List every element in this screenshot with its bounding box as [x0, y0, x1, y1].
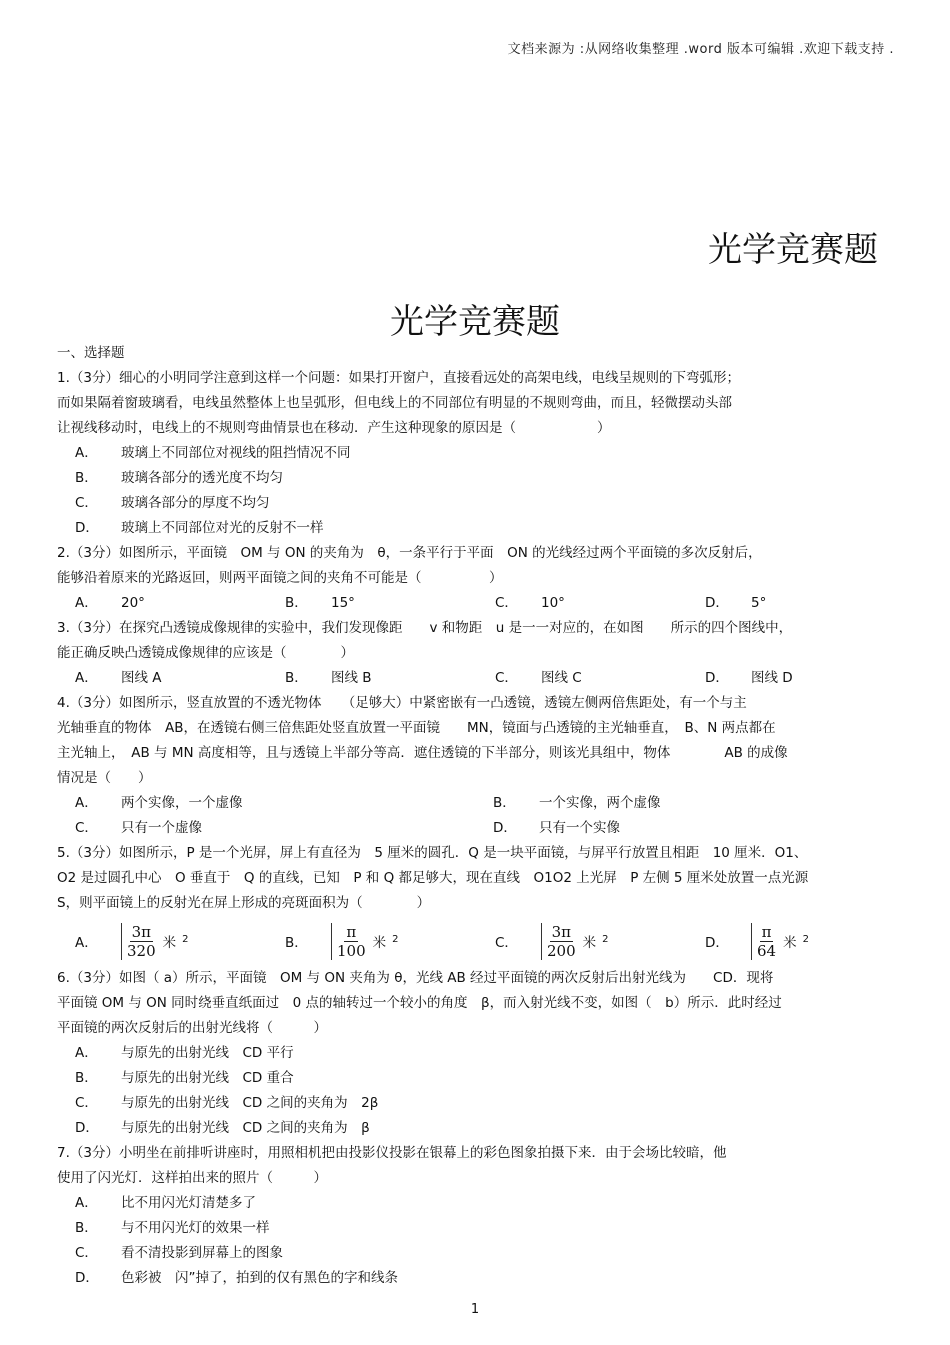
option-text: 看不清投影到屏幕上的图象	[121, 1245, 283, 1261]
option-a	[57, 441, 897, 466]
unit-text: 米	[372, 935, 387, 951]
option-c	[477, 666, 687, 691]
exponent: 2	[392, 933, 399, 945]
option-text: 玻璃上不同部位对光的反射不一样	[121, 520, 324, 536]
option-b	[57, 1216, 897, 1241]
denominator: 320	[127, 941, 156, 960]
unit-text: 米	[783, 935, 797, 951]
option-b	[267, 591, 477, 616]
option-letter: B．	[75, 470, 98, 486]
option-text: 与原先的出射光线 CD 平行	[121, 1045, 294, 1061]
option-letter: D．	[75, 1120, 99, 1136]
exponent: 2	[182, 933, 189, 945]
question-line: 2.（3分）如图所示，平面镜 OM 与 ON 的夹角为 θ，一条平行于平面 ON 的光线经过两个平面镜的多次反射后，	[57, 545, 762, 561]
option-c	[57, 491, 897, 516]
option-letter: C．	[495, 595, 518, 611]
option-text: 两个实像，一个虚像	[121, 795, 243, 811]
option-letter: A．	[75, 670, 98, 686]
option-c	[57, 1241, 897, 1266]
question-2	[57, 541, 897, 616]
option-text: 与原先的出射光线 CD 之间的夹角为 β	[121, 1120, 370, 1136]
option-letter: D．	[75, 520, 99, 536]
option-c	[57, 816, 475, 841]
option-letter: C．	[75, 1095, 98, 1111]
denominator: 100	[337, 941, 366, 960]
option-a	[57, 1191, 897, 1216]
option-letter: D．	[705, 595, 729, 611]
question-line: 7.（3分）小明坐在前排听讲座时，用照相机把由投影仪投影在银幕上的彩色图象拍摄下来．由于会场比较暗，他	[57, 1145, 727, 1161]
question-line: 而如果隔着窗玻璃看，电线虽然整体上也呈弧形，但电线上的不同部位有明显的不规则弯曲，而且，轻微摆动头部	[57, 395, 732, 411]
numerator: 3π	[131, 922, 152, 941]
option-d	[687, 591, 897, 616]
question-line: 4.（3分）如图所示，竖直放置的不透光物体 （足够大）中紧密嵌有一凸透镜，透镜左侧两倍焦距处，有一个与主	[57, 695, 747, 711]
options-row	[57, 591, 897, 616]
unit-text: 米	[162, 935, 177, 951]
option-letter: B．	[285, 670, 308, 686]
option-letter: D．	[493, 820, 517, 836]
option-letter: C．	[75, 495, 98, 511]
option-letter: A．	[75, 595, 98, 611]
question-line: 让视线移动时，电线上的不规则弯曲情景也在移动．产生这种现象的原因是（ ）	[57, 420, 611, 436]
options-row	[57, 916, 897, 966]
option-d	[57, 1266, 897, 1291]
option-letter: C．	[495, 670, 518, 686]
option-text: 15°	[331, 595, 355, 611]
option-letter: A．	[75, 935, 98, 951]
exponent: 2	[802, 933, 809, 945]
question-line: 5.（3分）如图所示，P 是一个光屏，屏上有直径为 5 厘米的圆孔．Q 是一块平面镜，与屏平行放置且相距 10 厘米．O1、	[57, 845, 808, 861]
options-row	[57, 791, 897, 816]
option-c	[477, 923, 687, 960]
page-title: 光学竞赛题	[390, 302, 560, 342]
question-7	[57, 1141, 897, 1291]
option-text: 与原先的出射光线 CD 重合	[121, 1070, 294, 1086]
option-a	[57, 923, 267, 960]
question-line: 光轴垂直的物体 AB，在透镜右侧三倍焦距处竖直放置一平面镜 MN，镜面与凸透镜的主光轴垂直， B、N 两点都在	[57, 720, 776, 736]
option-letter: B．	[493, 795, 516, 811]
option-letter: D．	[705, 935, 729, 951]
option-text: 玻璃上不同部位对视线的阻挡情况不同	[121, 445, 351, 461]
option-text: 图线 C	[541, 670, 582, 686]
option-text: 玻璃各部分的透光度不均匀	[121, 470, 283, 486]
fraction	[121, 923, 161, 960]
unit	[583, 931, 609, 951]
option-b	[57, 1066, 897, 1091]
option-text: 与原先的出射光线 CD 之间的夹角为 2β	[121, 1095, 379, 1111]
option-b	[267, 923, 477, 960]
option-c	[477, 591, 687, 616]
option-d	[57, 1116, 897, 1141]
question-line: 6.（3分）如图（ a）所示，平面镜 OM 与 ON 夹角为 θ，光线 AB 经过平面镜的两次反射后出射光线为 CD．现将	[57, 970, 774, 986]
page-number: 1	[470, 1302, 480, 1317]
question-line: 主光轴上， AB 与 MN 高度相等，且与透镜上半部分等高．遮住透镜的下半部分，则该光具组中，物体 AB 的成像	[57, 745, 788, 761]
option-a	[57, 591, 267, 616]
option-letter: C．	[75, 820, 98, 836]
option-b	[267, 666, 477, 691]
numerator: π	[761, 922, 772, 941]
option-letter: C．	[495, 935, 518, 951]
option-b	[57, 466, 897, 491]
unit	[163, 931, 189, 951]
option-text: 玻璃各部分的厚度不均匀	[121, 495, 270, 511]
option-text: 只有一个实像	[539, 820, 620, 836]
question-list	[57, 341, 897, 1291]
question-line: 平面镜的两次反射后的出射光线将（ ）	[57, 1020, 327, 1036]
option-text: 色彩被 闪”掉了，拍到的仅有黑色的字和线条	[121, 1270, 398, 1286]
option-a	[57, 791, 475, 816]
options-row	[57, 816, 897, 841]
option-d	[57, 516, 897, 541]
option-text: 10°	[541, 595, 565, 611]
option-text: 一个实像，两个虚像	[539, 795, 661, 811]
question-1	[57, 366, 897, 541]
question-line: 情况是（ ）	[57, 770, 152, 786]
question-3	[57, 616, 897, 691]
denominator: 64	[757, 941, 777, 960]
option-letter: D．	[705, 670, 729, 686]
option-letter: A．	[75, 445, 98, 461]
header-note: 文档来源为 :从网络收集整理 .word 版本可编辑 .欢迎下载支持 .	[507, 42, 894, 57]
unit	[373, 931, 399, 951]
question-line: 能够沿着原来的光路返回，则两平面镜之间的夹角不可能是（ ）	[57, 570, 503, 586]
question-line: 平面镜 OM 与 ON 同时绕垂直纸面过 0 点的轴转过一个较小的角度 β，而入射光线不变，如图（ b）所示．此时经过	[57, 995, 782, 1011]
option-text: 20°	[121, 595, 145, 611]
option-letter: B．	[75, 1070, 98, 1086]
section-heading: 一、选择题	[57, 345, 125, 361]
option-text: 比不用闪光灯清楚多了	[121, 1195, 256, 1211]
fraction	[541, 923, 581, 960]
option-letter: B．	[285, 595, 308, 611]
question-line: O2 是过圆孔中心 O 垂直于 Q 的直线，已知 P 和 Q 都足够大，现在直线 O1O2 上光屏 P 左侧 5 厘米处放置一点光源	[57, 870, 809, 886]
option-d	[687, 923, 897, 960]
option-b	[475, 791, 893, 816]
option-d	[475, 816, 893, 841]
question-line: 3.（3分）在探究凸透镜成像规律的实验中，我们发现像距 v 和物距 u 是一一对应的，在如图 所示的四个图线中，	[57, 620, 793, 636]
fraction	[751, 923, 781, 960]
option-a	[57, 1041, 897, 1066]
option-text: 只有一个虚像	[121, 820, 202, 836]
unit	[783, 931, 809, 951]
question-line: 能正确反映凸透镜成像规律的应该是（ ）	[57, 645, 354, 661]
option-a	[57, 666, 267, 691]
question-5	[57, 841, 897, 966]
numerator: π	[346, 922, 357, 941]
question-line: 使用了闪光灯．这样拍出来的照片（ ）	[57, 1170, 327, 1186]
fraction	[331, 923, 371, 960]
numerator: 3π	[551, 922, 572, 941]
option-letter: D．	[75, 1270, 99, 1286]
option-letter: B．	[285, 935, 308, 951]
option-letter: C．	[75, 1245, 98, 1261]
question-6	[57, 966, 897, 1141]
option-text: 5°	[751, 595, 767, 611]
option-c	[57, 1091, 897, 1116]
option-letter: A．	[75, 1195, 98, 1211]
option-letter: A．	[75, 795, 98, 811]
question-line: S，则平面镜上的反射光在屏上形成的亮斑面积为（ ）	[57, 895, 431, 911]
option-text: 图线 B	[331, 670, 372, 686]
unit-text: 米	[582, 935, 597, 951]
question-4	[57, 691, 897, 841]
title-right: 光学竞赛题	[708, 230, 878, 270]
option-letter: A．	[75, 1045, 98, 1061]
option-text: 图线 D	[751, 670, 793, 686]
question-line: 1.（3分）细心的小明同学注意到这样一个问题：如果打开窗户，直接看远处的高架电线，电线呈规则的下弯弧形；	[57, 370, 740, 386]
options-row	[57, 666, 897, 691]
option-text: 与不用闪光灯的效果一样	[121, 1220, 270, 1236]
denominator: 200	[547, 941, 576, 960]
option-letter: B．	[75, 1220, 98, 1236]
exponent: 2	[602, 933, 609, 945]
option-text: 图线 A	[121, 670, 162, 686]
option-d	[687, 666, 897, 691]
